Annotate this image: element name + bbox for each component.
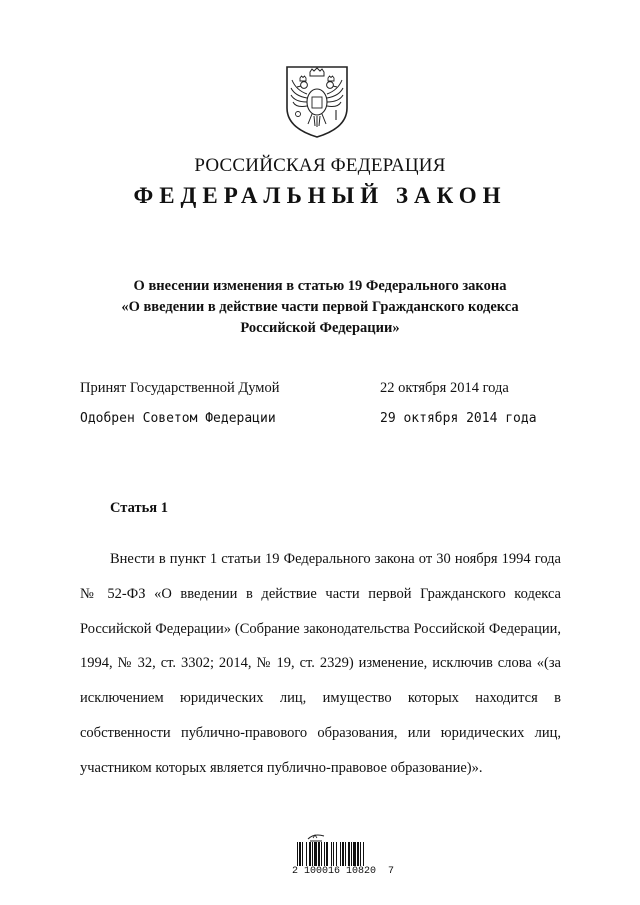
duma-adoption-date: 22 октября 2014 года	[380, 380, 509, 396]
country-name: РОССИЙСКАЯ ФЕДЕРАЦИЯ	[194, 155, 446, 176]
duma-adoption-label: Принят Государственной Думой	[80, 380, 280, 396]
duma-adoption-row	[80, 380, 509, 397]
law-title-line: «О введении в действие части первой Гражданского кодекса	[121, 299, 519, 315]
council-approval-row	[80, 411, 537, 426]
barcode-logo-icon	[306, 829, 326, 839]
article-text: Внести в пункт 1 статьи 19 Федерального закона от 30 ноября 1994 года № 52-ФЗ «О введении в действие части первой Гражданского кодекса Российской Федерации» (Собрание законодательства Российской Федерации, 1994, № 32, ст. 3302; 2014, № 19, ст. 2329) изменение, исключив слова «(за исключением юридических лиц, имущество которых находится в собственности публично-правового образования, или юридических лиц, участником которых является публично-правовое образование)».	[80, 551, 561, 776]
law-title-line: О внесении изменения в статью 19 Федерального закона	[133, 278, 507, 294]
document-type: ФЕДЕРАЛЬНЫЙ ЗАКОН	[133, 183, 507, 208]
article-heading: Статья 1	[110, 500, 168, 516]
law-title	[60, 276, 580, 339]
russian-coat-of-arms-icon	[284, 64, 350, 140]
barcode-number: 2 100016 10820 7	[292, 866, 395, 877]
law-title-line: Российской Федерации»	[240, 320, 400, 336]
barcode	[296, 842, 380, 866]
council-approval-date: 29 октября 2014 года	[380, 411, 537, 426]
council-approval-label: Одобрен Советом Федерации	[80, 411, 276, 426]
